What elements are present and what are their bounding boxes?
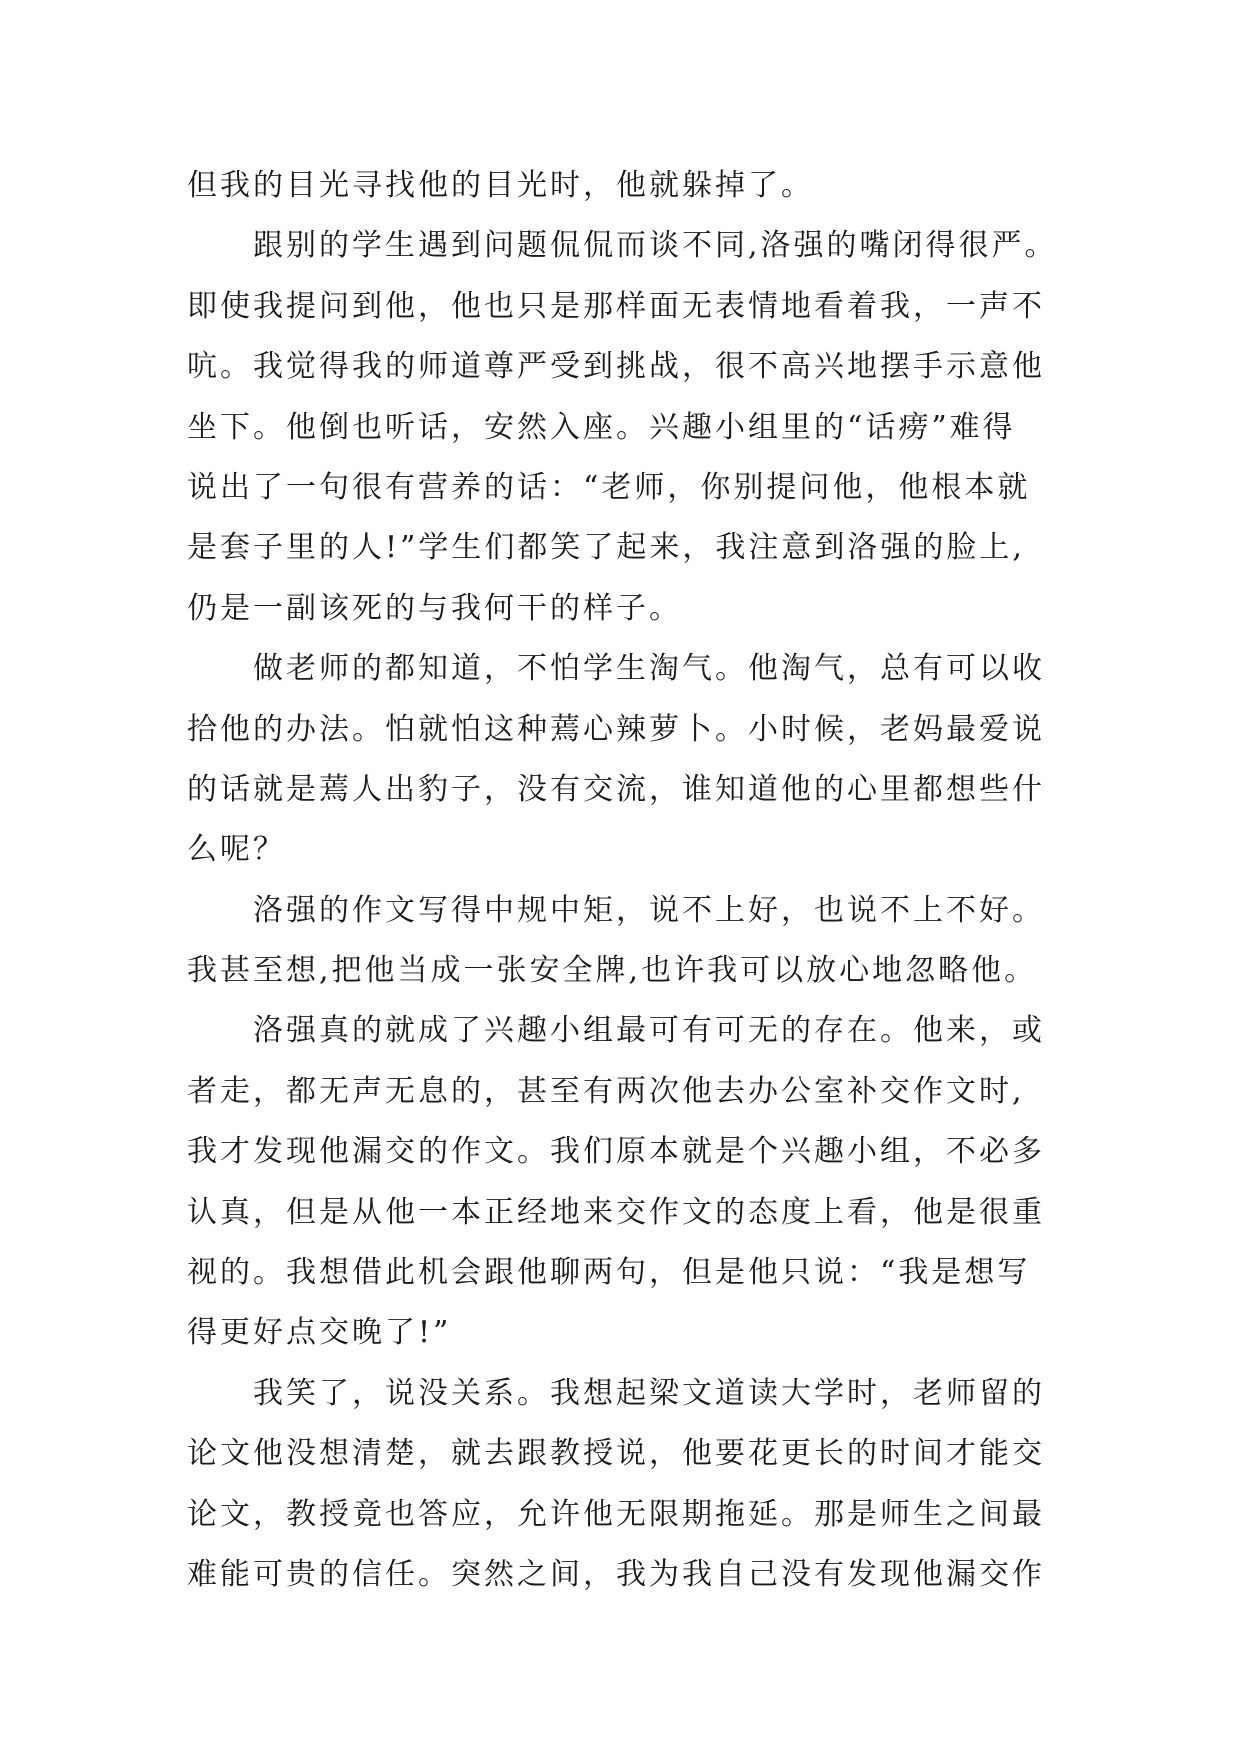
text-line: 论文他没想清楚，就去跟教授说，他要花更长的时间才能交	[187, 1436, 1045, 1472]
text-line: 但我的目光寻找他的目光时，他就躲掉了。	[187, 168, 814, 203]
body-text	[187, 156, 1097, 1605]
text-line: 是套子里的人!”学生们都笑了起来，我注意到洛强的脸上,	[187, 530, 1025, 566]
text-line: 吭。我觉得我的师道尊严受到挑战，很不高兴地摆手示意他	[187, 349, 1045, 385]
text-line: 跟别的学生遇到问题侃侃而谈不同,洛强的嘴闭得很严。	[187, 228, 1058, 264]
text-line: 我才发现他漏交的作文。我们原本就是个兴趣小组，不必多	[187, 1134, 1045, 1170]
text-line: 坐下。他倒也听话，安然入座。兴趣小组里的“话痨”难得	[187, 409, 1016, 445]
text-line: 洛强真的就成了兴趣小组最可有可无的存在。他来，或	[187, 1013, 1045, 1049]
text-line: 么呢？	[187, 832, 286, 868]
text-line: 认真，但是从他一本正经地来交作文的态度上看，他是很重	[187, 1194, 1045, 1230]
text-line: 仍是一副该死的与我何干的样子。	[187, 590, 682, 626]
text-line: 得更好点交晚了!”	[187, 1315, 452, 1351]
text-line: 即使我提问到他，他也只是那样面无表情地看着我，一声不	[187, 288, 1045, 324]
text-line: 洛强的作文写得中规中矩，说不上好，也说不上不好。	[187, 892, 1045, 928]
text-line: 说出了一句很有营养的话：“老师，你别提问他，他根本就	[187, 469, 1031, 505]
text-line: 我笑了，说没关系。我想起梁文道读大学时，老师留的	[187, 1375, 1045, 1411]
text-line: 的话就是蔫人出豹子，没有交流，谁知道他的心里都想些什	[187, 771, 1045, 807]
text-line: 者走，都无声无息的，甚至有两次他去办公室补交作文时,	[187, 1073, 1025, 1109]
text-line: 我甚至想,把他当成一张安全牌,也许我可以放心地忽略他。	[187, 953, 1038, 989]
text-line: 做老师的都知道，不怕学生淘气。他淘气，总有可以收	[187, 651, 1045, 687]
text-line: 论文，教授竟也答应，允许他无限期拖延。那是师生之间最	[187, 1496, 1045, 1532]
text-line: 拾他的办法。怕就怕这种蔫心辣萝卜。小时候，老妈最爱说	[187, 711, 1045, 747]
text-line: 视的。我想借此机会跟他聊两句，但是他只说：“我是想写	[187, 1255, 1031, 1291]
text-line: 难能可贵的信任。突然之间，我为我自己没有发现他漏交作	[187, 1556, 1045, 1592]
